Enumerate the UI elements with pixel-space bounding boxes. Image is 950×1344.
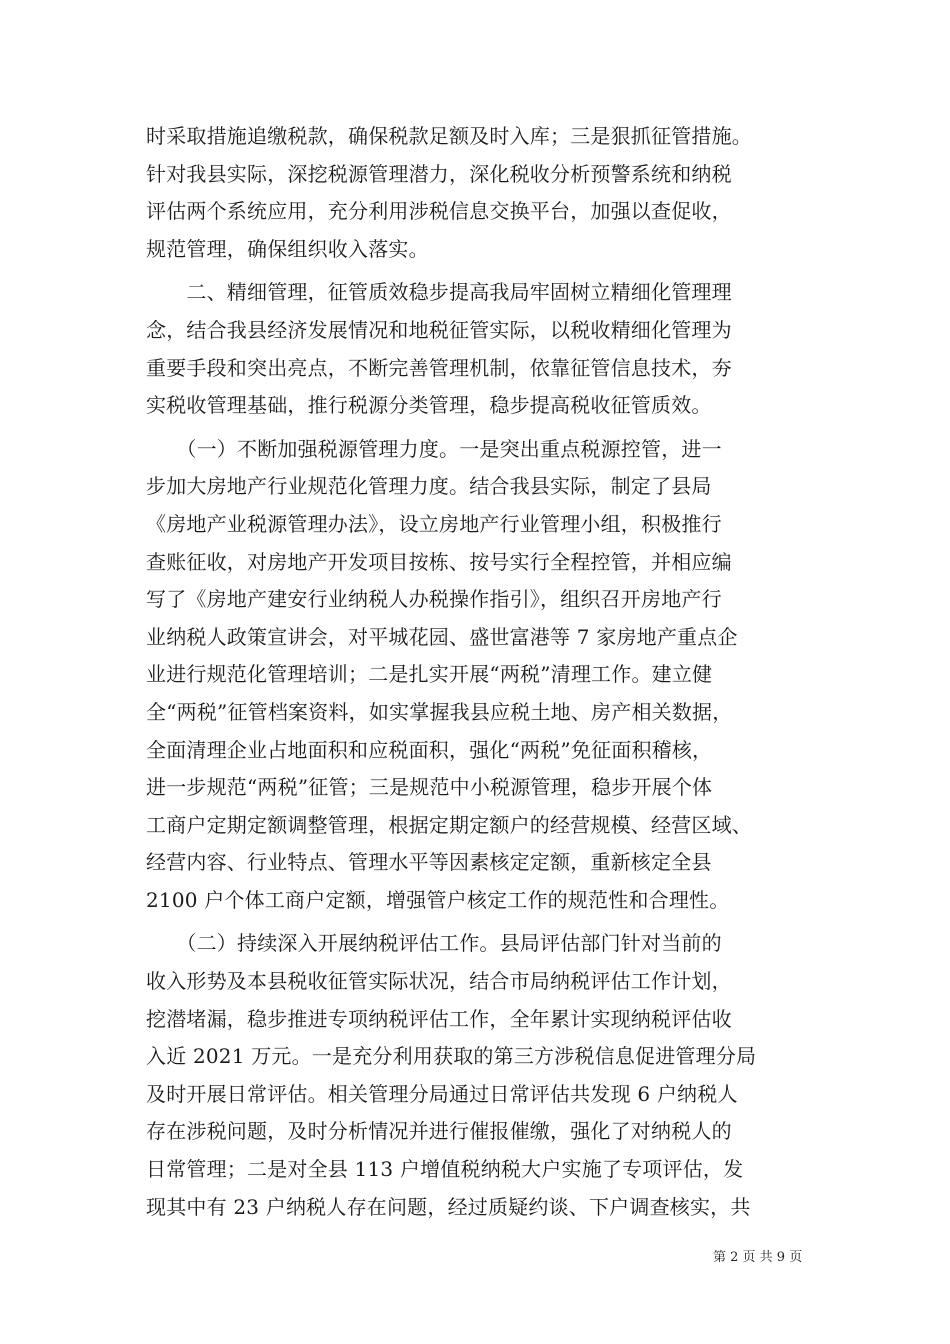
page-number: 第 2 页 共 9 页 [713,1250,803,1265]
text-line: 评估两个系统应用，充分利用涉税信息交换平台，加强以查促收， [146,199,732,224]
text-line: 全“两税”征管档案资料，如实掌握我县应税土地、房产相关数据， [146,699,733,724]
text-line: 实税收管理基础，推行税源分类管理，稳步提高税收征管质效。 [146,393,712,418]
text-line: 时采取措施追缴税款，确保税款足额及时入库；三是狠抓征管措施。 [146,124,752,148]
text-line: 查账征收，对房地产开发项目按栋、按号实行全程控管，并相应编 [146,549,732,574]
text-line: 重要手段和突出亮点，不断完善管理机制，依靠征管信息技术，夯 [146,355,732,380]
text-line: 写了《房地产建安行业纳税人办税操作指引》，组织召开房地产行 [146,587,722,612]
text-line: 入近 2021 万元。一是充分利用获取的第三方涉税信息促进管理分局 [146,1044,757,1069]
subsection-heading-line: （二）持续深入开展纳税评估工作。县局评估部门针对当前的 [146,931,722,956]
text-line: 步加大房地产行业规范化管理力度。结合我县实际，制定了县局 [146,474,712,499]
text-line: 现其中有 23 户纳税人存在问题，经过质疑约谈、下户调查核实，共 [146,1194,751,1219]
text-line: 存在涉税问题，及时分析情况并进行催报催缴，强化了对纳税人的 [146,1119,732,1144]
text-line: 进一步规范“两税”征管；三是规范中小税源管理，稳步开展个体 [146,775,713,800]
text-line: 及时开展日常评估。相关管理分局通过日常评估共发现 6 户纳税人 [146,1081,738,1106]
text-line: 2100 户个体工商户定额，增强管户核定工作的规范性和合理性。 [146,887,730,912]
text-line: 挖潜堵漏，稳步推进专项纳税评估工作，全年累计实现纳税评估收 [146,1006,732,1031]
text-line: 收入形势及本县税收征管实际状况，结合市局纳税评估工作计划， [146,969,732,994]
text-line: 业纳税人政策宣讲会，对平城花园、盛世富港等 7 家房地产重点企 [146,624,738,649]
text-line: 针对我县实际，深挖税源管理潜力，深化税收分析预警系统和纳税 [146,161,732,186]
subsection-heading-line: （一）不断加强税源管理力度。一是突出重点税源控管，进一 [146,436,722,461]
text-line: 念，结合我县经济发展情况和地税征管实际，以税收精细化管理为 [146,317,732,342]
section-heading-line: 二、精细管理，征管质效稳步提高我局牢固树立精细化管理理 [146,280,732,305]
text-line: 《房地产业税源管理办法》，设立房地产行业管理小组，积极推行 [146,511,722,536]
text-line: 工商户定期定额调整管理，根据定期定额户的经营规模、经营区域、 [146,812,752,837]
text-line: 业进行规范化管理培训；二是扎实开展“两税”清理工作。建立健 [146,662,713,687]
text-line: 经营内容、行业特点、管理水平等因素核定定额，重新核定全县 [146,850,712,875]
text-line: 规范管理，确保组织收入落实。 [146,236,429,261]
text-line: 日常管理；二是对全县 113 户增值税纳税大户实施了专项评估，发 [146,1157,744,1182]
text-line: 全面清理企业占地面积和应税面积，强化“两税”免征面积稽核， [146,737,713,762]
document-body [146,118,818,1226]
